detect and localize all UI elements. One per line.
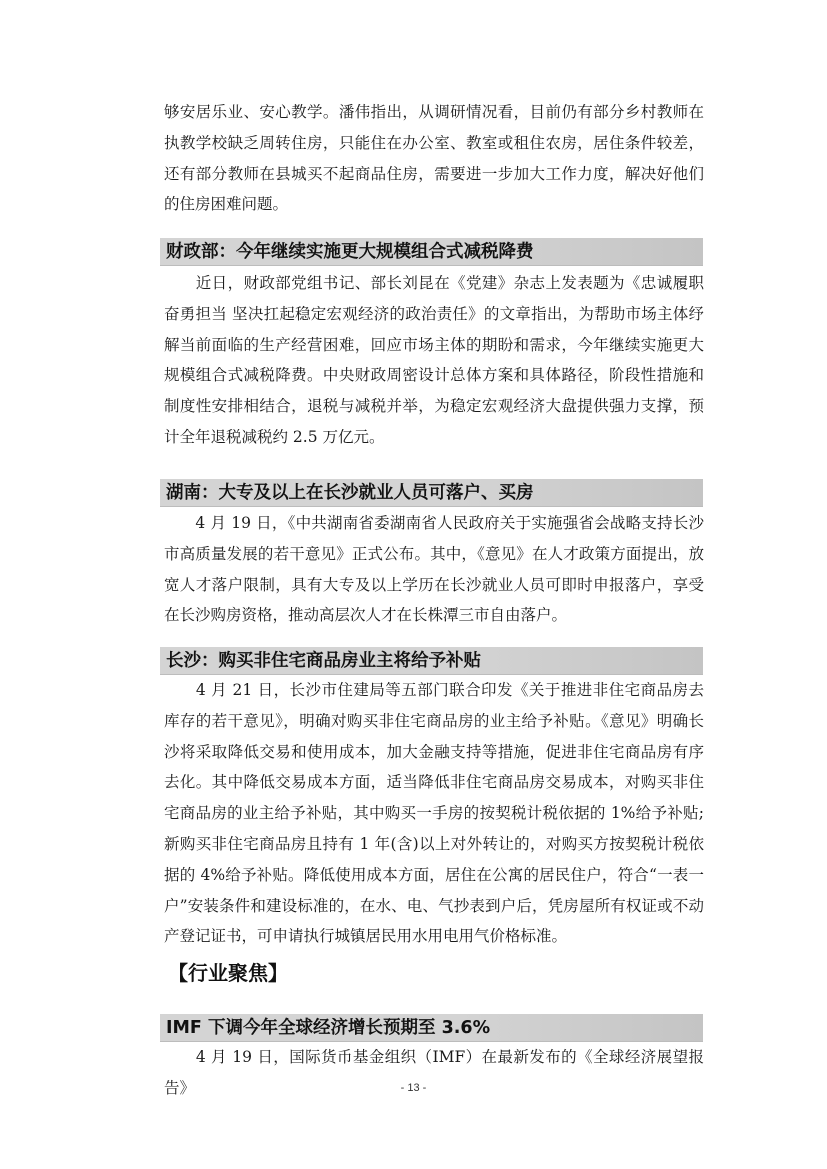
section-title-industry-focus: 【行业聚焦】 (168, 961, 288, 985)
paragraph-changsha: 4 月 21 日，长沙市住建局等五部门联合印发《关于推进非住宅商品房去库存的若干意见》，明确对购买非住宅商品房的业主给予补贴。《意见》明确长沙将采取降低交易和使用成本，加大金融支持等措施，促进非住宅商品房有序去化。其中降低交易成本方面，适当降低非住宅商品房交易成本，对购买非住宅商品房的业主给予补贴，其中购买一手房的按契税计税依据的 1%给予补贴;新购买非住宅商品房且持有 1 年(含)以上对外转让的，对购买方按契税计税依据的 4%给予补贴。降低使用成本方面，居住在公寓的居民住户，符合“一表一户”安装条件和建设标准的，在水、电、气抄表到户后，凭房屋所有权证或不动产登记证书，可申请执行城镇居民用水用电用气价格标准。 (164, 681, 704, 946)
heading-changsha: 长沙：购买非住宅商品房业主将给予补贴 (166, 651, 481, 671)
heading-bar-finance-ministry (160, 238, 703, 266)
paragraph-teacher-housing: 够安居乐业、安心教学。潘伟指出，从调研情况看，目前仍有部分乡村教师在执教学校缺乏周转住房，只能住在办公室、教室或租住农房，居住条件较差，还有部分教师在县城买不起商品住房，需要进一步加大工作力度，解决好他们的住房困难问题。 (164, 103, 704, 214)
heading-hunan: 湖南：大专及以上在长沙就业人员可落户、买房 (166, 483, 534, 503)
paragraph-imf: 4 月 19 日，国际货币基金组织（IMF）在最新发布的《全球经济展望报告》 (164, 1048, 704, 1097)
paragraph-finance-ministry: 近日，财政部党组书记、部长刘昆在《党建》杂志上发表题为《忠诚履职 奋勇担当 坚决扛起稳定宏观经济的政治责任》的文章指出，为帮助市场主体纾解当前面临的生产经营困难，回应市场主体的期盼和需求，今年继续实施更大规模组合式减税降费。中央财政周密设计总体方案和具体路径，阶段性措施和制度性安排相结合，退税与减税并举，为稳定宏观经济大盘提供强力支撑，预计全年退税减税约 2.5 万亿元。 (164, 274, 704, 446)
heading-imf: IMF 下调今年全球经济增长预期至 3.6% (166, 1018, 491, 1038)
heading-finance-ministry: 财政部：今年继续实施更大规模组合式减税降费 (166, 242, 534, 262)
paragraph-hunan: 4 月 19 日，《中共湖南省委湖南省人民政府关于实施强省会战略支持长沙市高质量发展的若干意见》正式公布。其中，《意见》在人才政策方面提出，放宽人才落户限制，具有大专及以上学历在长沙就业人员可即时申报落户，享受在长沙购房资格，推动高层次人才在长株潭三市自由落户。 (164, 514, 704, 625)
heading-bar-imf (160, 1014, 703, 1042)
heading-bar-changsha (160, 647, 703, 675)
page-number: - 13 - (400, 1082, 427, 1094)
heading-bar-hunan (160, 479, 703, 507)
